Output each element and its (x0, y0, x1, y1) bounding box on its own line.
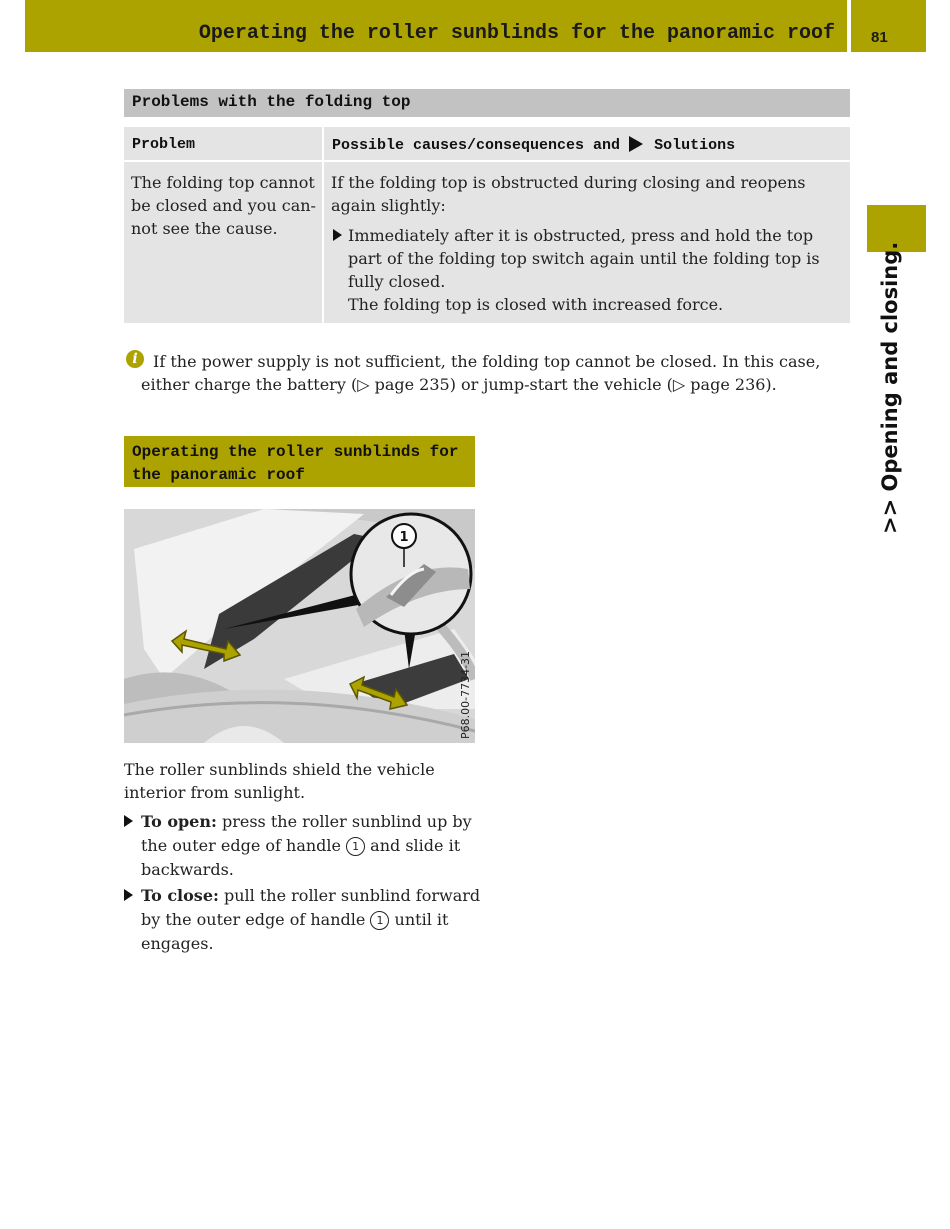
step-close-text-end: until it engages. (141, 910, 449, 953)
header-solutions-after: Solutions (654, 137, 736, 154)
header-solutions-text (332, 136, 735, 154)
problem-text: The folding top cannot be closed and you can- not see the cause. (131, 173, 316, 238)
step-close (141, 884, 481, 956)
intro-text: The roller sunblinds shield the vehicle interior from sunlight. (124, 760, 435, 802)
step-open-text: press the roller sunblind up by the outer edge of handle (141, 812, 472, 855)
bullet-arrow-icon (124, 815, 133, 827)
arrow-right-icon (629, 136, 643, 152)
solution-step-text: Immediately after it is obstructed, press and hold the top part of the folding top switch again until the folding top is fully closed. (348, 226, 820, 291)
page-number: 81 (871, 29, 888, 46)
step-close-label: To close: (141, 886, 219, 905)
handle-callout: 1 (370, 911, 389, 930)
sunblind-illustration (124, 509, 475, 743)
illustration-callout: 1 (399, 530, 409, 545)
header-bar (25, 0, 847, 52)
table-caption (124, 89, 850, 117)
info-note-text: If the power supply is not sufficient, the folding top cannot be closed. In this case, either charge the battery (▷ page 235) or jump-start the vehicle (▷ page 236). (141, 352, 821, 394)
cause-text: If the folding top is obstructed during closing and reopens again slightly: (331, 173, 806, 215)
section-heading: Operating the roller sunblinds for the panoramic roof (132, 443, 459, 484)
section-heading-box (124, 436, 475, 487)
table-header-problem (124, 127, 322, 160)
bullet-arrow-icon (333, 229, 342, 241)
table-cell-solution (324, 162, 850, 323)
info-icon: i (126, 350, 144, 368)
step-open-text-end: and slide it backwards. (141, 836, 461, 879)
table-header-solutions (324, 127, 850, 160)
page-number-box (851, 0, 926, 52)
illustration-code: P68.00-7734-31 (459, 650, 472, 739)
bullet-arrow-icon (124, 889, 133, 901)
step-open (141, 810, 481, 882)
table-caption-text: Problems with the folding top (132, 93, 411, 111)
page-title: Operating the roller sunblinds for the panoramic roof (198, 22, 835, 45)
step-close-text: pull the roller sunblind forward by the outer edge of handle (141, 886, 481, 929)
solution-result-text: The folding top is closed with increased force. (348, 295, 724, 314)
header-problem-text: Problem (132, 136, 196, 153)
handle-callout: 1 (346, 837, 365, 856)
header-solutions-before: Possible causes/consequences and (332, 137, 621, 154)
step-open-label: To open: (141, 812, 217, 831)
chapter-tab-label: >> Opening and closing. (878, 241, 902, 534)
table-cell-problem (124, 162, 322, 323)
solution-step (348, 224, 844, 316)
